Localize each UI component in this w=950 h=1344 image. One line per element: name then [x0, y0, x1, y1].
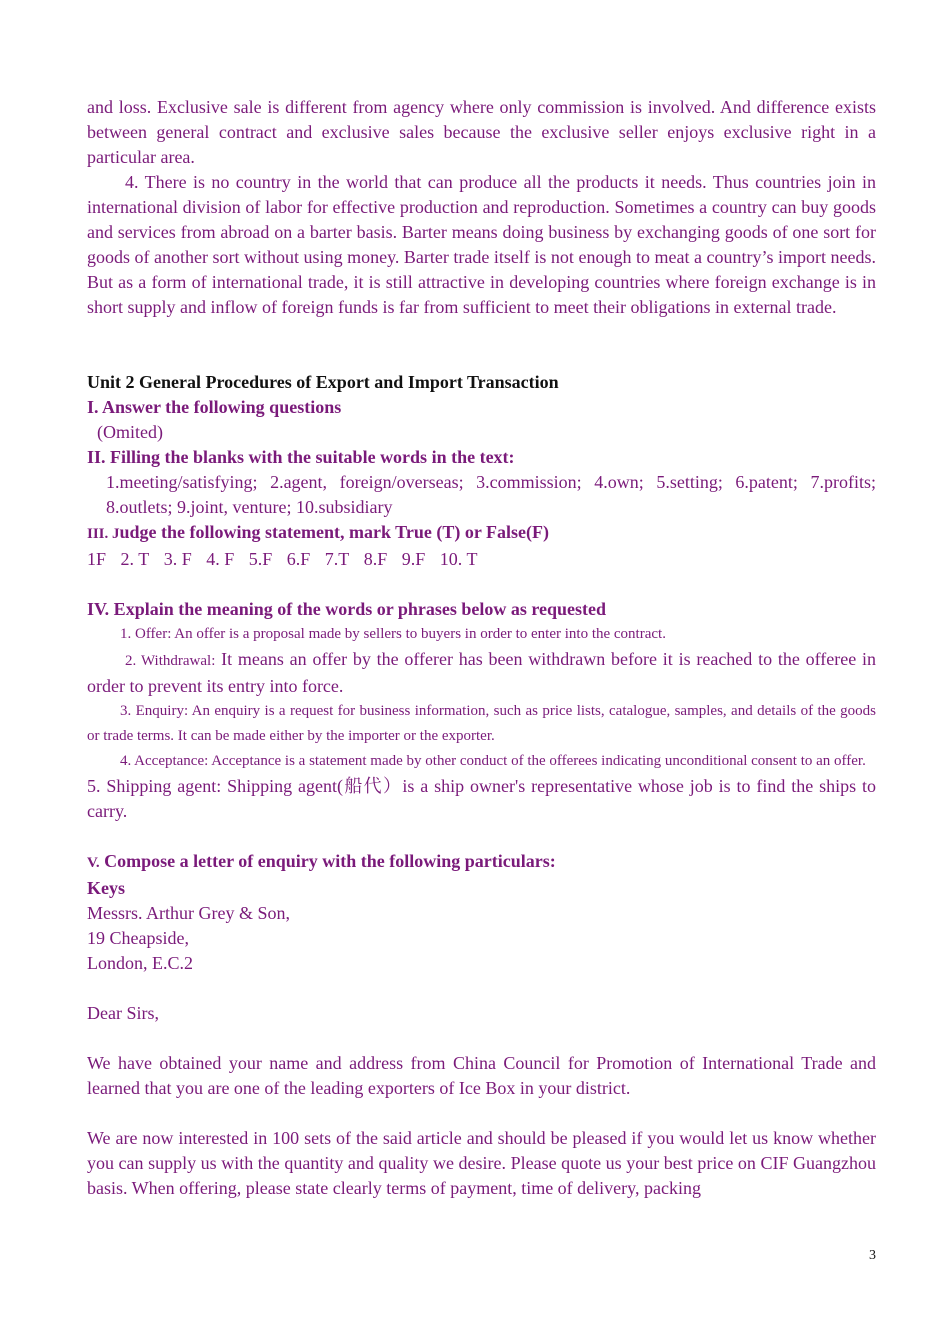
address-line-1: Messrs. Arthur Grey & Son,	[87, 903, 290, 923]
answer-item: 9.F	[401, 549, 426, 569]
keys-label: Keys	[87, 878, 125, 898]
definition-shipping-agent: 5. Shipping agent: Shipping agent(船代）is a ship owner's representative whose job is to find the ships to carry.	[87, 776, 876, 821]
answer-item: 4. F	[206, 549, 235, 569]
definition-acceptance: 4. Acceptance: Acceptance is a statement made by other conduct of the offerees indicating unconditional consent to an offer.	[120, 753, 866, 769]
section-2-heading: II. Filling the blanks with the suitable words in the text:	[87, 447, 515, 467]
section-4-heading: IV. Explain the meaning of the words or phrases below as requested	[87, 599, 607, 619]
section-1-body: (Omited)	[97, 422, 163, 442]
answer-item: 7.T	[324, 549, 350, 569]
unit-title: Unit 2 General Procedures of Export and Import Transaction	[87, 372, 559, 392]
definition-withdrawal: 2. Withdrawal: It means an offer by the offerer has been withdrawn before it is reached to the offeree in order to prevent its entry into force.	[87, 649, 877, 696]
intro-paragraph-2: 4. There is no country in the world that can produce all the products it needs. Thus countries join in international division of labor for effective production and reproduction. Sometimes a country can buy goods and services from abroad on a barter basis. Barter means doing business by exchanging goods of one sort for goods of another sort without using money. Barter trade itself is not enough to meat a country’s import needs. But as a form of international trade, it is still attractive in developing countries where foreign exchange is in short supply and inflow of foreign funds is far from sufficient to meet their obligations in external trade.	[87, 172, 876, 317]
section-5-heading: V. Compose a letter of enquiry with the following particulars:	[87, 851, 556, 871]
answer-item: 3. F	[163, 549, 192, 569]
section-1-heading: I. Answer the following questions	[87, 397, 342, 417]
answer-item: 5.F	[248, 549, 273, 569]
letter-paragraph-1: We have obtained your name and address from China Council for Promotion of International Trade and learned that you are one of the leading exporters of Ice Box in your district.	[87, 1053, 876, 1098]
answer-item: 6.F	[286, 549, 311, 569]
answer-item: 8.F	[363, 549, 388, 569]
salutation: Dear Sirs,	[87, 1003, 159, 1023]
answer-item: 2. T	[120, 549, 150, 569]
intro-paragraph-1: and loss. Exclusive sale is different from agency where only commission is involved. And difference exists between general contract and exclusive sales because the exclusive seller enjoys exclusive right in a particular area.	[87, 97, 876, 167]
answer-item: 10. T	[439, 549, 478, 569]
section-3-answers	[87, 547, 876, 572]
section-2-answers: 1.meeting/satisfying; 2.agent, foreign/overseas; 3.commission; 4.own; 5.setting; 6.patent; 7.profits; 8.outlets; 9.joint, venture; 10.subsidiary	[106, 472, 876, 517]
definition-offer: 1. Offer: An offer is a proposal made by sellers to buyers in order to enter into the contract.	[120, 626, 666, 642]
page-number: 3	[869, 1248, 876, 1263]
definition-enquiry: 3. Enquiry: An enquiry is a request for business information, such as price lists, catalogue, samples, and details of the goods or trade terms. It can be made either by the importer or the exporter.	[87, 703, 876, 744]
document-page	[87, 95, 876, 1201]
section-3-heading: III. Judge the following statement, mark True (T) or False(F)	[87, 522, 549, 542]
letter-paragraph-2: We are now interested in 100 sets of the said article and should be pleased if you would let us know whether you can supply us with the quantity and quality we desire. Please quote us your best price on CIF Guangzhou basis. When offering, please state clearly terms of payment, time of delivery, packing	[87, 1128, 876, 1198]
answer-item: 1F	[87, 549, 107, 569]
address-line-2: 19 Cheapside,	[87, 928, 189, 948]
address-line-3: London, E.C.2	[87, 953, 193, 973]
